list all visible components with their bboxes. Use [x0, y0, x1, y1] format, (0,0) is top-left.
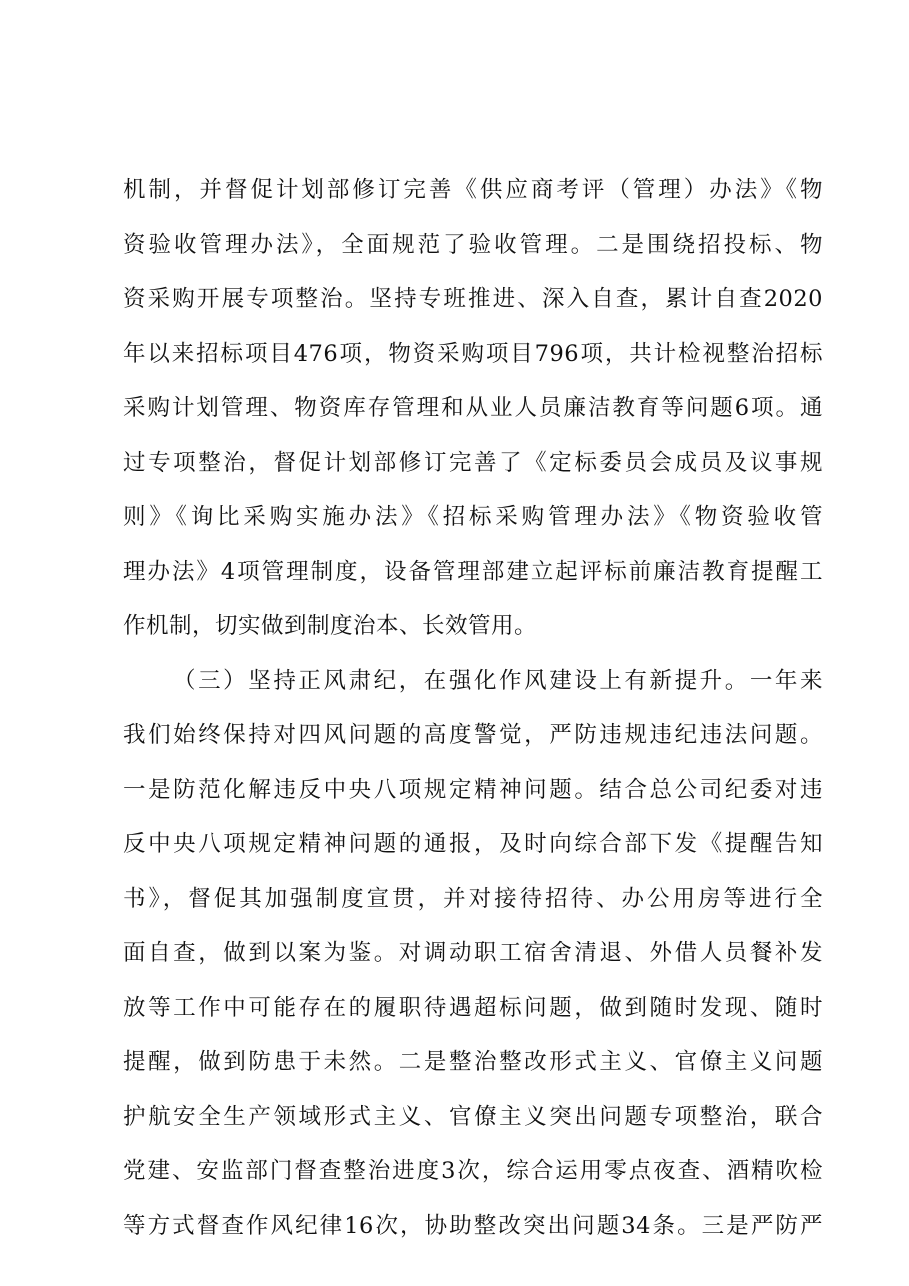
text-line-14: 书》，督促其加强制度宣贯，并对接待招待、办公用房等进行全: [123, 885, 823, 912]
text-line-3: 资采购开展专项整治。坚持专班推进、深入自查，累计自查2020: [123, 286, 823, 312]
text-line-12: 一是防范化解违反中央八项规定精神问题。结合总公司纪委对违: [123, 776, 823, 803]
text-line-16: 放等工作中可能存在的履职待遇超标问题，做到随时发现、随时: [123, 994, 823, 1021]
document-body: [123, 163, 823, 1253]
text-line-17: 提醒，做到防患于未然。二是整治整改形式主义、官僚主义问题: [123, 1049, 823, 1075]
text-line-9: 作机制，切实做到制度治本、长效管用。: [123, 613, 538, 639]
text-line-13: 反中央八项规定精神问题的通报，及时向综合部下发《提醒告知: [123, 831, 823, 857]
text-line-7: 则》《询比采购实施办法》《招标采购管理办法》《物资验收管: [123, 504, 823, 530]
text-line-6: 过专项整治，督促计划部修订完善了《定标委员会成员及议事规: [123, 449, 823, 476]
text-line-19: 党建、安监部门督查整治进度3次，综合运用零点夜查、酒精吹检: [123, 1158, 823, 1184]
text-line-8: 理办法》4项管理制度，设备管理部建立起评标前廉洁教育提醒工: [123, 558, 823, 585]
text-line-18: 护航安全生产领域形式主义、官僚主义突出问题专项整治，联合: [123, 1103, 823, 1130]
text-line-15: 面自查，做到以案为鉴。对调动职工宿舍清退、外借人员餐补发: [123, 940, 823, 966]
text-line-1: 机制，并督促计划部修订完善《供应商考评（管理）办法》《物: [123, 177, 823, 203]
text-line-2: 资验收管理办法》，全面规范了验收管理。二是围绕招投标、物: [123, 231, 823, 258]
text-line-20: 等方式督查作风纪律16次，协助整改突出问题34条。三是严防严: [123, 1212, 823, 1239]
text-line-4: 年以来招标项目476项，物资采购项目796项，共计检视整治招标: [123, 340, 823, 367]
text-line-11: 我们始终保持对四风问题的高度警觉，严防违规违纪违法问题。: [123, 722, 823, 748]
text-line-5: 采购计划管理、物资库存管理和从业人员廉洁教育等问题6项。通: [123, 395, 823, 421]
section-heading-line: （三）坚持正风肃纪，在强化作风建设上有新提升。一年来: [173, 667, 823, 694]
